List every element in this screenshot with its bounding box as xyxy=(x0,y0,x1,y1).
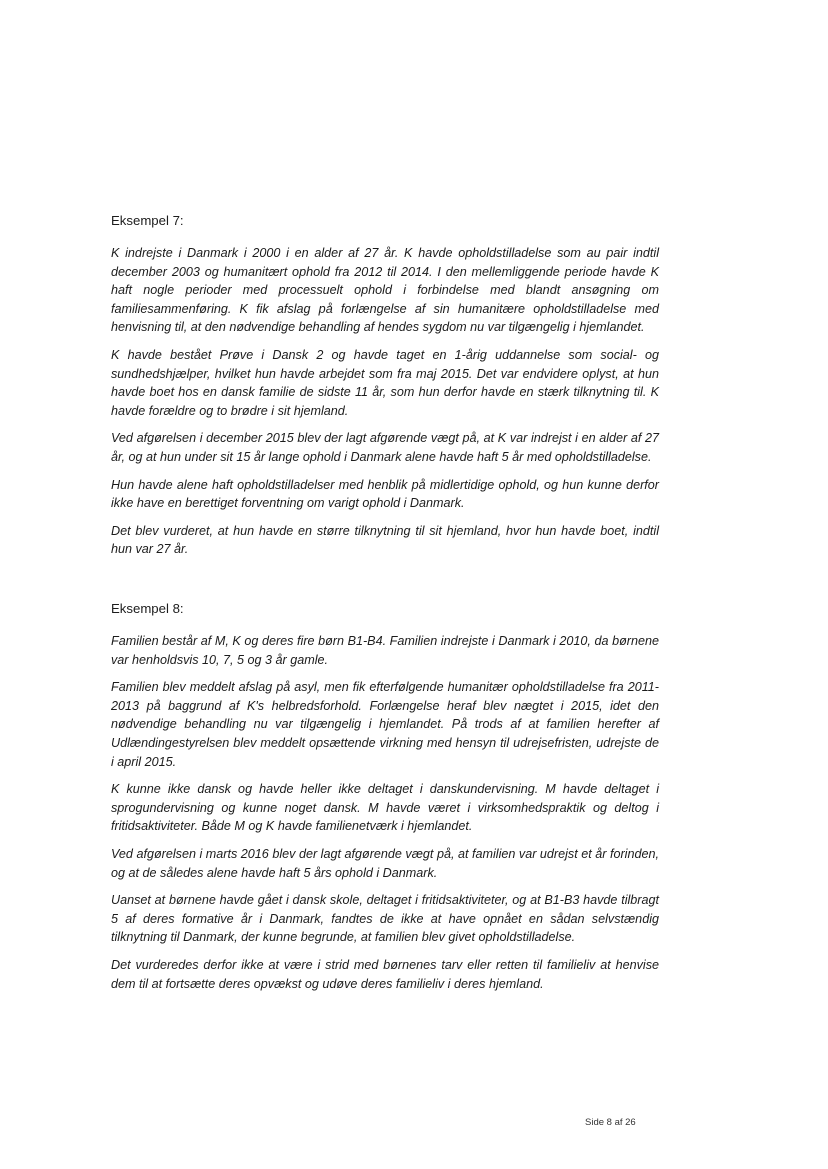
example-7-paragraph-2: K havde bestået Prøve i Dansk 2 og havde taget en 1-årig uddannelse som social- og sundhedshjælper, hvilket hun havde arbejdet som fra maj 2015. Det var endvidere oplyst, at hun havde boet hos en dansk familie de sidste 11 år, som hun derfor havde en stærk tilknytning til. K havde forældre og to brødre i sit hjemland. xyxy=(111,347,659,418)
page-number: Side 8 af 26 xyxy=(585,1117,636,1128)
example-7-paragraph-4: Hun havde alene haft opholdstilladelser med henblik på midlertidige ophold, og hun kunne derfor ikke have en berettiget forventning om varigt ophold i Danmark. xyxy=(111,477,659,511)
example-7-section xyxy=(111,212,659,568)
example-8-paragraph-4: Ved afgørelsen i marts 2016 blev der lagt afgørende vægt på, at familien var udrejst et år forinden, og at de således alene havde haft 5 års ophold i Danmark. xyxy=(111,846,659,880)
example-7-paragraph-5: Det blev vurderet, at hun havde en større tilknytning til sit hjemland, hvor hun havde boet, indtil hun var 27 år. xyxy=(111,523,659,557)
example-8-paragraph-5: Uanset at børnene havde gået i dansk skole, deltaget i fritidsaktiviteter, og at B1-B3 havde tilbragt 5 af deres formative år i Danmark, fandtes de ikke at have opnået en sådan selvstændig tilknytning til Danmark, der kunne begrunde, at familien blev givet opholdstilladelse. xyxy=(111,893,659,945)
example-8-paragraph-6: Det vurderedes derfor ikke at være i strid med børnenes tarv eller retten til familieliv at henvise dem til at fortsætte deres opvækst og udøve deres familieliv i deres hjemland. xyxy=(111,957,659,991)
example-8-heading: Eksempel 8: xyxy=(111,601,184,616)
example-8-paragraph-2: Familien blev meddelt afslag på asyl, men fik efterfølgende humanitær opholdstilladelse fra 2011-2013 på baggrund af K's helbredsforhold. Forlængelse heraf blev nægtet i 2015, idet den nødvendige behandling nu var tilgængelig i hjemlandet. På trods af at familien herefter af Udlændingestyrelsen blev meddelt opsættende virkning med hensyn til udrejsefristen, udrejste de i april 2015. xyxy=(111,680,659,769)
example-8-section xyxy=(111,600,659,1002)
example-8-paragraph-3: K kunne ikke dansk og havde heller ikke deltaget i danskundervisning. M havde deltaget i sprogundervisning og kunne noget dansk. M havde været i virksomhedspraktik og deltog i fritidsaktiviteter. Både M og K havde familienetværk i hjemlandet. xyxy=(111,782,659,834)
example-8-paragraph-1: Familien består af M, K og deres fire børn B1-B4. Familien indrejste i Danmark i 2010, da børnene var henholdsvis 10, 7, 5 og 3 år gamle. xyxy=(111,634,659,667)
example-7-paragraph-3: Ved afgørelsen i december 2015 blev der lagt afgørende vægt på, at K var indrejst i en alder af 27 år, og at hun under sit 15 år lange ophold i Danmark alene havde haft 5 år med opholdstilladelse. xyxy=(111,431,659,464)
example-7-paragraph-1: K indrejste i Danmark i 2000 i en alder af 27 år. K havde opholdstilladelse som au pair indtil december 2003 og humanitært ophold fra 2012 til 2014. I den mellemliggende periode havde K haft nogle perioder med processuelt ophold i forbindelse med blandt ansøgning om familiesammenføring. K fik afslag på forlængelse af sin humanitære opholdstilladelse med henvisning til, at den nødvendige behandling af hendes sygdom nu var tilgængelig i hjemlandet. xyxy=(111,246,659,335)
example-7-heading: Eksempel 7: xyxy=(111,213,184,228)
